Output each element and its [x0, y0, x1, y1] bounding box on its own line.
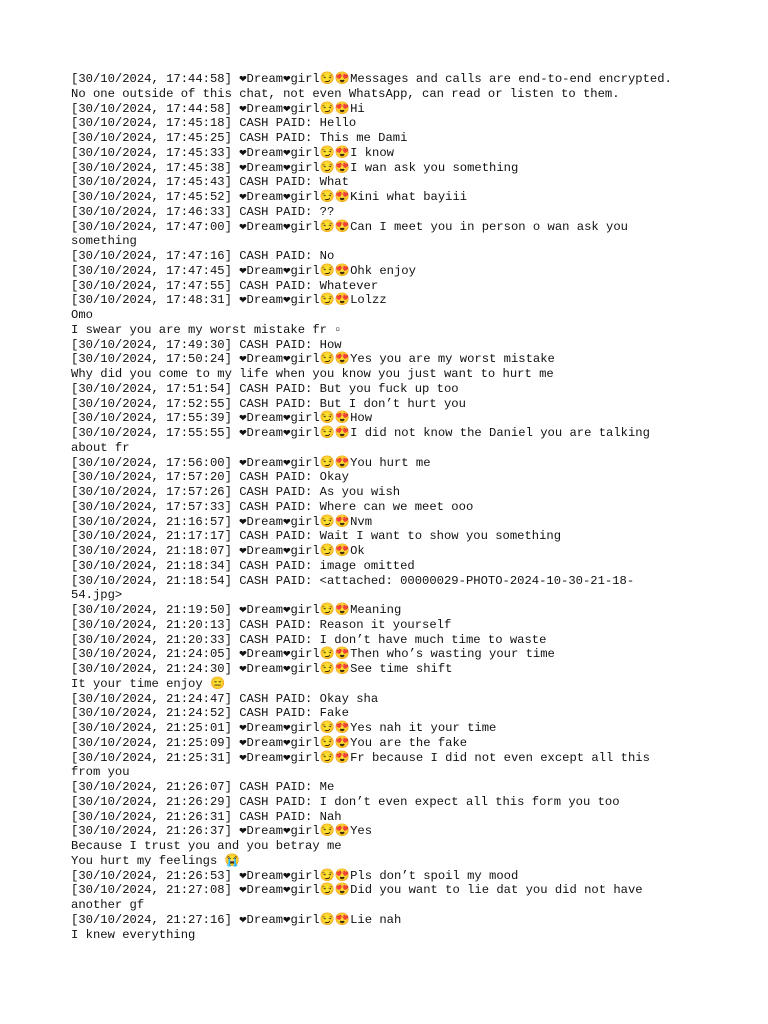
transcript-line: ‎[30/10/2024, 21:25:09] ❤Dream❤girl😏😍You are the fake [71, 735, 468, 750]
transcript-line: [30/10/2024, 17:45:43] CASH PAID: What [71, 175, 349, 190]
transcript-line: [30/10/2024, 17:51:54] CASH PAID: But you fuck up too [71, 381, 459, 396]
transcript-line: about fr [71, 440, 130, 455]
transcript-line: ‎[30/10/2024, 17:50:24] ❤Dream❤girl😏😍Yes you are my worst mistake [71, 352, 555, 367]
transcript-line: [30/10/2024, 21:17:17] CASH PAID: Wait I want to show you something [71, 529, 562, 544]
transcript-line: ‎[30/10/2024, 21:26:53] ❤Dream❤girl😏😍Pls don’t spoil my mood [71, 868, 519, 883]
transcript-line: [30/10/2024, 21:24:47] CASH PAID: Okay sha [71, 691, 379, 706]
transcript-line: ‎[30/10/2024, 21:27:16] ❤Dream❤girl😏😍Lie nah [71, 912, 402, 927]
transcript-line: another gf [71, 898, 145, 912]
transcript-line: ‎[30/10/2024, 21:25:31] ❤Dream❤girl😏😍Fr because I did not even except all this [71, 750, 650, 765]
transcript-line: ‎[30/10/2024, 17:47:45] ❤Dream❤girl😏😍Ohk enjoy [71, 263, 416, 278]
transcript-line: [30/10/2024, 17:52:55] CASH PAID: But I don’t hurt you [71, 396, 466, 411]
transcript-line: Because I trust you and you betray me [71, 839, 342, 853]
transcript-line: [30/10/2024, 21:26:07] CASH PAID: Me [71, 780, 335, 794]
transcript-line: [30/10/2024, 21:26:31] CASH PAID: Nah [71, 809, 342, 824]
transcript-line: ‎[30/10/2024, 17:55:55] ❤Dream❤girl😏😍I did not know the Daniel you are talking [71, 426, 650, 440]
transcript-line: [30/10/2024, 21:26:29] CASH PAID: I don’t even expect all this form you too [71, 794, 620, 809]
transcript-line: [30/10/2024, 17:44:58] ❤Dream❤girl😏😍Messages and calls are end-to-end encrypted. [71, 72, 672, 86]
transcript-line: [30/10/2024, 17:57:20] CASH PAID: Okay [71, 470, 349, 485]
transcript-line: [30/10/2024, 17:47:55] CASH PAID: Whatever [71, 278, 379, 293]
transcript-line: I swear you are my worst mistake fr ▫ [71, 322, 342, 337]
transcript-line: [30/10/2024, 17:47:16] CASH PAID: No [71, 249, 335, 263]
transcript-line: ‎[30/10/2024, 21:25:01] ❤Dream❤girl😏😍Yes nah it your time [71, 721, 497, 735]
transcript-line: [30/10/2024, 21:24:52] CASH PAID: Fake [71, 706, 349, 721]
transcript-line: [30/10/2024, 17:45:25] CASH PAID: This me Dami [71, 131, 408, 145]
transcript-line: [30/10/2024, 17:49:30] CASH PAID: How [71, 337, 342, 352]
transcript-line: [30/10/2024, 21:18:54] CASH PAID: <attached: 00000029-PHOTO-2024-10-30-21-18- [71, 573, 635, 588]
transcript-line: Omo [71, 308, 93, 322]
transcript-line: [30/10/2024, 21:20:13] CASH PAID: Reason it yourself [71, 617, 452, 632]
transcript-line: ‎[30/10/2024, 17:45:33] ❤Dream❤girl😏😍I know [71, 145, 394, 160]
transcript-line: ‎[30/10/2024, 21:19:50] ❤Dream❤girl😏😍Meaning [71, 603, 402, 617]
transcript-line: [30/10/2024, 17:45:18] CASH PAID: Hello [71, 116, 357, 131]
transcript-line: You hurt my feelings 😭 [71, 853, 240, 868]
chat-transcript [71, 72, 751, 942]
transcript-line: something [71, 234, 137, 249]
transcript-line: ‎[30/10/2024, 21:26:37] ❤Dream❤girl😏😍Yes [71, 824, 373, 839]
transcript-line: ‎[30/10/2024, 17:48:31] ❤Dream❤girl😏😍Lolzz [71, 293, 387, 308]
transcript-line: ‎[30/10/2024, 17:56:00] ❤Dream❤girl😏😍You hurt me [71, 455, 431, 470]
transcript-line: It your time enjoy 😑 [71, 676, 226, 691]
transcript-line: No one outside of this chat, not even WhatsApp, can read or listen to them. [71, 86, 620, 101]
transcript-line: ‎[30/10/2024, 17:45:38] ❤Dream❤girl😏😍I wan ask you something [71, 160, 519, 175]
transcript-line: 54.jpg> [71, 588, 123, 603]
transcript-line: [30/10/2024, 17:57:33] CASH PAID: Where can we meet ooo [71, 499, 474, 514]
transcript-line: [30/10/2024, 17:57:26] CASH PAID: As you wish [71, 485, 401, 499]
transcript-line: ‎[30/10/2024, 21:18:07] ❤Dream❤girl😏😍Ok [71, 544, 365, 558]
transcript-line: ‎[30/10/2024, 21:24:30] ❤Dream❤girl😏😍See time shift [71, 662, 453, 676]
transcript-line: I knew everything [71, 927, 196, 942]
transcript-line: ‎[30/10/2024, 17:47:00] ❤Dream❤girl😏😍Can I meet you in person o wan ask you [71, 219, 628, 234]
transcript-line: Why did you come to my life when you know you just want to hurt me [71, 367, 554, 381]
transcript-line: [30/10/2024, 21:18:34] CASH PAID: image omitted [71, 558, 415, 573]
transcript-line: ‎[30/10/2024, 21:24:05] ❤Dream❤girl😏😍Then who’s wasting your time [71, 647, 555, 662]
transcript-line: [30/10/2024, 21:20:33] CASH PAID: I don’t have much time to waste [71, 632, 547, 647]
transcript-line: ‎[30/10/2024, 21:16:57] ❤Dream❤girl😏😍Nvm [71, 514, 373, 529]
transcript-line: ‎[30/10/2024, 17:45:52] ❤Dream❤girl😏😍Kini what bayiii [71, 190, 468, 204]
transcript-line: [30/10/2024, 17:46:33] CASH PAID: ?? [71, 204, 335, 219]
transcript-line: ‎[30/10/2024, 17:44:58] ❤Dream❤girl😏😍Hi [71, 101, 365, 116]
transcript-line: ‎[30/10/2024, 17:55:39] ❤Dream❤girl😏😍How [71, 411, 373, 426]
transcript-line: ‎[30/10/2024, 21:27:08] ❤Dream❤girl😏😍Did you want to lie dat you did not have [71, 883, 643, 898]
transcript-line: from you [71, 765, 130, 780]
